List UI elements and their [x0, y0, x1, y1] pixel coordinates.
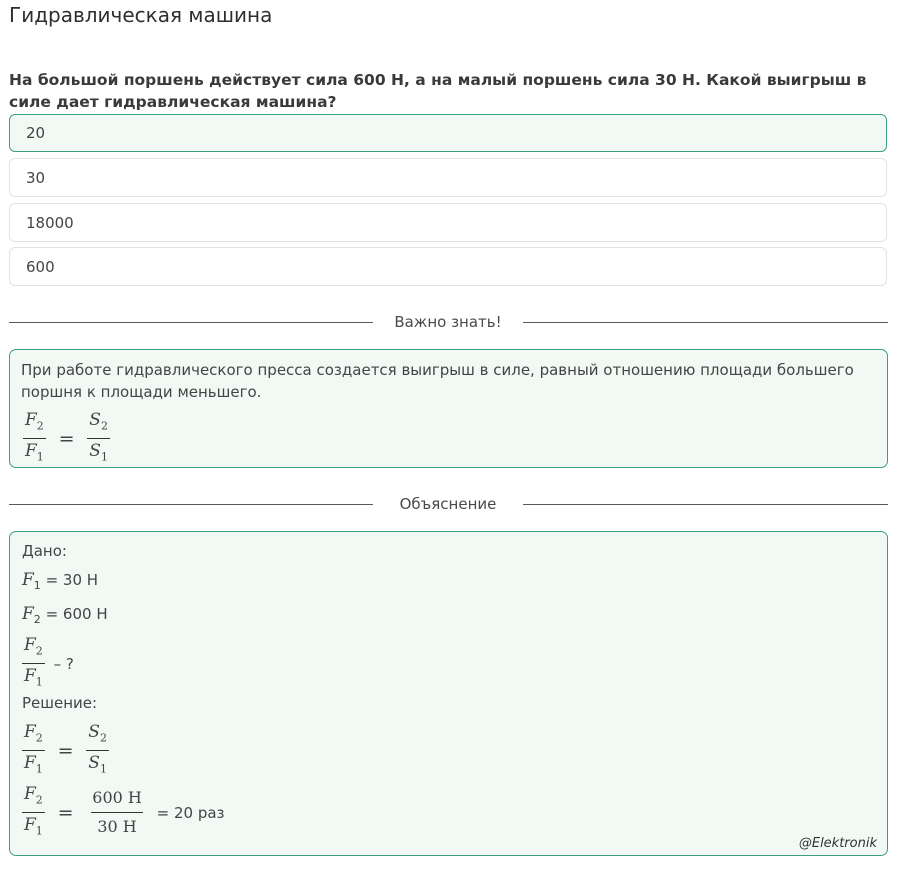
important-box: [9, 349, 888, 468]
fraction: $\frac{600 Н}{30 Н}$: [92, 788, 142, 837]
important-divider: [9, 312, 888, 332]
important-text: При работе гидравлического пресса создается выигрыш в силе, равный отношению площади большего поршня к площади меньшего.: [21, 361, 854, 401]
explanation-divider: [9, 494, 888, 514]
page-title: Гидравлическая машина: [9, 3, 273, 27]
explanation-box: [9, 531, 888, 856]
answer-option-label: 20: [26, 124, 46, 142]
watermark: @Elektronik: [798, 836, 877, 851]
answer-option-4[interactable]: [9, 247, 887, 286]
given-f2: $F_2 = 600$ Н: [22, 604, 108, 626]
formula-result: $\frac{F_2}{F_1}$ = $\frac{600 Н}{30 Н}$ = 20 раз: [22, 784, 225, 842]
answer-option-label: 18000: [26, 213, 74, 232]
given-f1: $F_1 = 30$ Н: [22, 570, 99, 592]
answer-option-label: 600: [26, 257, 55, 276]
divider-line: [9, 504, 373, 505]
solution-label: Решение:: [22, 694, 98, 712]
divider-line: [523, 322, 888, 323]
divider-line: [523, 504, 888, 505]
fraction: $\frac{F_2}{F_1}$: [22, 722, 45, 780]
answer-option-1[interactable]: [9, 114, 887, 152]
answer-option-2[interactable]: [9, 158, 887, 197]
unknown-ratio: $\frac{F_2}{F_1}$ – ?: [22, 635, 74, 693]
divider-line: [9, 322, 373, 323]
explanation-heading: Объяснение: [399, 495, 497, 513]
fraction: $\frac{F_2}{F_1}$: [22, 635, 45, 693]
fraction: $\frac{F_2}{F_1}$: [23, 410, 46, 468]
important-heading: Важно знать!: [394, 313, 502, 331]
formula-force-ratio: $\frac{F_2}{F_1}$ = $\frac{S_2}{S_1}$: [22, 722, 109, 780]
formula-force-ratio: $\frac{F_2}{F_1}$ = $\frac{S_2}{S_1}$: [23, 410, 110, 468]
fraction: $\frac{S_2}{S_1}$: [86, 722, 109, 780]
question-text: На большой поршень действует сила 600 Н, а на малый поршень сила 30 Н. Какой выигрыш в силе дает гидравлическая машина?: [9, 71, 867, 111]
answer-option-label: 30: [26, 168, 46, 187]
fraction: $\frac{F_2}{F_1}$: [22, 784, 45, 842]
answer-option-3[interactable]: [9, 203, 887, 242]
fraction: $\frac{S_2}{S_1}$: [87, 410, 110, 468]
given-label: Дано:: [22, 542, 67, 560]
